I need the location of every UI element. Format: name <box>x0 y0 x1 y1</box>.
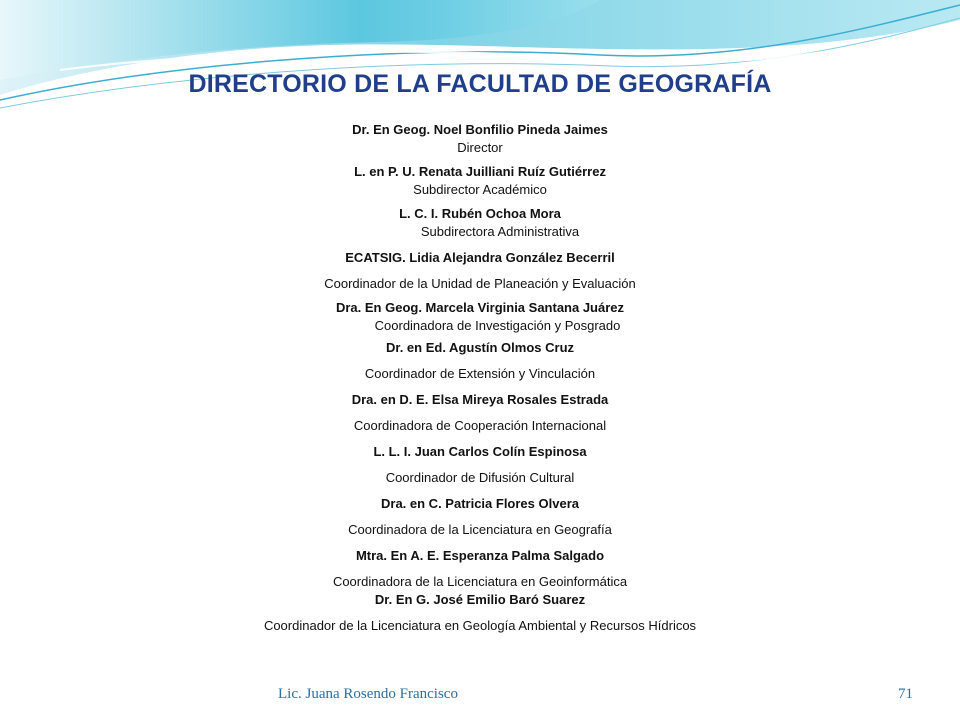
directory-entry <box>0 121 960 157</box>
directory-entry <box>0 591 960 635</box>
directory-entry <box>0 249 960 293</box>
directory-entry <box>0 339 960 383</box>
directory-entry <box>0 391 960 435</box>
person-role: Coordinador de Difusión Cultural <box>385 470 575 485</box>
person-role: Coordinadora de la Licenciatura en Geografía <box>348 522 612 537</box>
person-name: Dr. En G. José Emilio Baró Suarez <box>374 592 586 607</box>
footer-page-number: 71 <box>898 686 913 702</box>
directory-entry <box>0 547 960 591</box>
person-role: Coordinadora de Investigación y Posgrado <box>374 318 621 333</box>
directory-entry <box>0 205 960 241</box>
person-name: ECATSIG. Lidia Alejandra González Becerril <box>345 250 615 265</box>
person-role: Coordinador de la Unidad de Planeación y Evaluación <box>324 276 636 291</box>
person-name: L. C. I. Rubén Ochoa Mora <box>399 206 561 221</box>
directory-entry <box>0 163 960 199</box>
person-name: Dr. en Ed. Agustín Olmos Cruz <box>385 340 575 355</box>
directory-entry <box>0 495 960 539</box>
directory-entry <box>0 443 960 487</box>
person-name: Dr. En Geog. Noel Bonfilio Pineda Jaimes <box>352 122 608 137</box>
directory-entry <box>0 299 960 335</box>
person-role: Subdirectora Administrativa <box>420 224 580 239</box>
person-name: Mtra. En A. E. Esperanza Palma Salgado <box>355 548 605 563</box>
person-name: L. L. I. Juan Carlos Colín Espinosa <box>373 444 587 459</box>
person-role: Subdirector Académico <box>413 182 547 197</box>
header-wave-decoration <box>0 0 960 130</box>
person-role: Coordinador de Extensión y Vinculación <box>364 366 596 381</box>
person-role: Director <box>457 140 503 155</box>
person-role: Coordinador de la Licenciatura en Geología Ambiental y Recursos Hídricos <box>263 618 697 633</box>
person-name: L. en P. U. Renata Juilliani Ruíz Gutiérrez <box>354 164 606 179</box>
person-name: Dra. En Geog. Marcela Virginia Santana Juárez <box>335 300 625 315</box>
person-name: Dra. en D. E. Elsa Mireya Rosales Estrada <box>351 392 609 407</box>
page-title: DIRECTORIO DE LA FACULTAD DE GEOGRAFÍA <box>188 70 772 98</box>
directory-list <box>0 121 960 635</box>
person-role: Coordinadora de Cooperación Internacional <box>353 418 607 433</box>
person-name: Dra. en C. Patricia Flores Olvera <box>381 496 579 511</box>
person-role: Coordinadora de la Licenciatura en Geoinformática <box>332 574 628 589</box>
footer-author: Lic. Juana Rosendo Francisco <box>278 686 458 702</box>
